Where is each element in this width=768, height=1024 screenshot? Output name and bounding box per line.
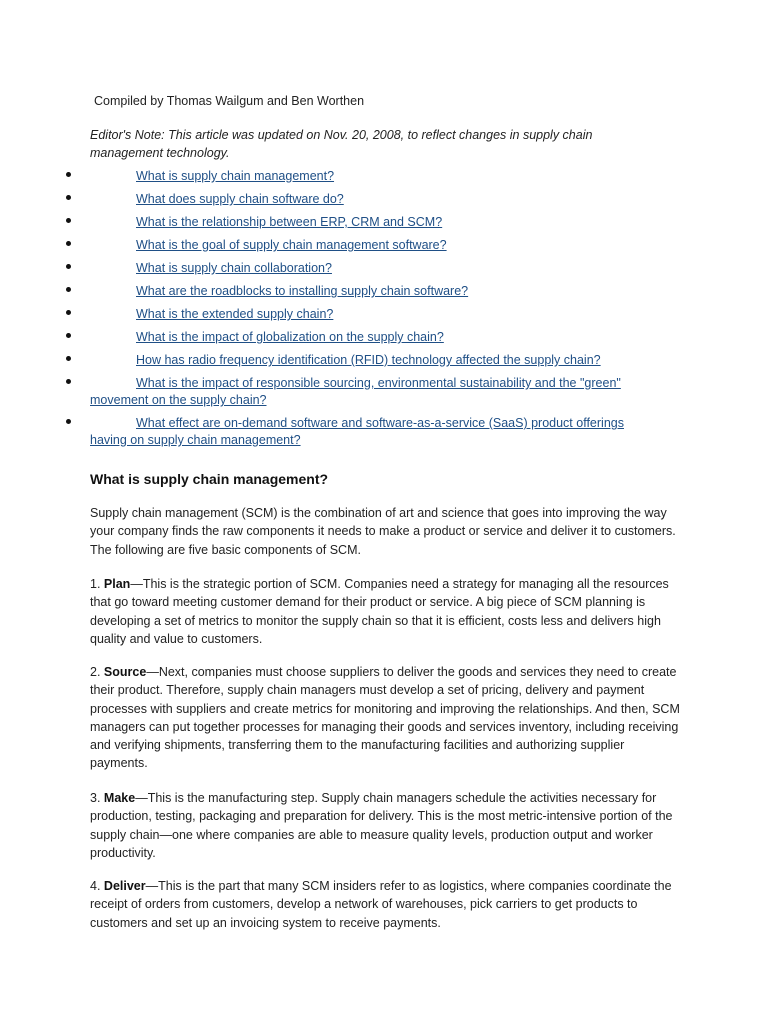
component-term: Make (103, 791, 136, 805)
bullet-icon (66, 419, 71, 424)
toc-item (0, 168, 660, 185)
component-number: 2. (90, 665, 101, 679)
byline: Compiled by Thomas Wailgum and Ben Worthen (94, 94, 365, 108)
toc-link[interactable]: How has radio frequency identification (RFID) technology affected the supply chain? (136, 353, 601, 367)
toc-link[interactable]: What is the impact of responsible sourcing, environmental sustainability and the "green" movement on the supply chain? (90, 376, 621, 407)
bullet-icon (66, 241, 71, 246)
component-text: —This is the strategic portion of SCM. Companies need a strategy for managing all the resources that go toward meeting customer demand for their product or service. A big piece of SCM planning is developing a set of metrics to monitor the supply chain so that it is efficient, costs less and delivers high quality and value to customers. (90, 577, 669, 646)
bullet-icon (66, 379, 71, 384)
toc-item (0, 191, 660, 208)
component-plan (90, 575, 680, 648)
toc-item (0, 329, 660, 346)
toc-link[interactable]: What is the extended supply chain? (136, 307, 334, 321)
bullet-icon (66, 356, 71, 361)
toc-item (0, 260, 660, 277)
component-source (90, 663, 680, 773)
toc-item (0, 214, 660, 231)
toc-link[interactable]: What does supply chain software do? (136, 192, 344, 206)
bullet-icon (66, 287, 71, 292)
component-term: Source (103, 665, 147, 679)
toc-link[interactable]: What effect are on-demand software and software-as-a-service (SaaS) product offerings having on supply chain management? (90, 416, 624, 447)
component-number: 4. (90, 879, 101, 893)
toc-item (0, 415, 660, 449)
bullet-icon (66, 310, 71, 315)
toc-item (0, 375, 660, 409)
bullet-icon (66, 218, 71, 223)
section-heading: What is supply chain management? (90, 471, 329, 487)
component-term: Deliver (103, 879, 146, 893)
toc-link[interactable]: What is the impact of globalization on the supply chain? (136, 330, 444, 344)
component-number: 3. (90, 791, 101, 805)
bullet-icon (66, 333, 71, 338)
bullet-icon (66, 264, 71, 269)
component-number: 1. (90, 577, 101, 591)
component-text: —This is the manufacturing step. Supply chain managers schedule the activities necessary for production, testing, packaging and preparation for delivery. This is the most metric-intensive portion of the supply chain—one where companies are able to measure quality levels, production output and worker productivity. (90, 791, 673, 860)
component-text: —This is the part that many SCM insiders refer to as logistics, where companies coordinate the receipt of orders from customers, develop a network of warehouses, pick carriers to get products to customers and set up an invoicing system to receive payments. (90, 879, 672, 930)
toc-link[interactable]: What is the relationship between ERP, CRM and SCM? (136, 215, 443, 229)
toc-link[interactable]: What is supply chain collaboration? (136, 261, 332, 275)
component-term: Plan (103, 577, 131, 591)
table-of-contents (0, 168, 768, 449)
toc-item (0, 283, 660, 300)
editors-note: Editor's Note: This article was updated on Nov. 20, 2008, to reflect changes in supply chain management technology. (90, 128, 593, 160)
toc-link[interactable]: What are the roadblocks to installing supply chain software? (136, 284, 469, 298)
component-make (90, 789, 680, 862)
toc-link[interactable]: What is supply chain management? (136, 169, 335, 183)
bullet-icon (66, 195, 71, 200)
toc-item (0, 237, 660, 254)
toc-item (0, 306, 660, 323)
component-deliver (90, 877, 680, 932)
toc-link[interactable]: What is the goal of supply chain management software? (136, 238, 447, 252)
intro-paragraph: Supply chain management (SCM) is the combination of art and science that goes into improving the way your company finds the raw components it needs to make a product or service and deliver it to customers. The following are five basic components of SCM. (90, 506, 676, 557)
toc-item (0, 352, 660, 369)
bullet-icon (66, 172, 71, 177)
component-text: —Next, companies must choose suppliers to deliver the goods and services they need to create their product. Therefore, supply chain managers must develop a set of pricing, delivery and payment processes with suppliers and create metrics for monitoring and improving the relationships. And then, SCM managers can put together processes for managing their goods and services inventory, including receiving and verifying shipments, transferring them to the manufacturing facilities and authorizing supplier payments. (90, 665, 680, 771)
